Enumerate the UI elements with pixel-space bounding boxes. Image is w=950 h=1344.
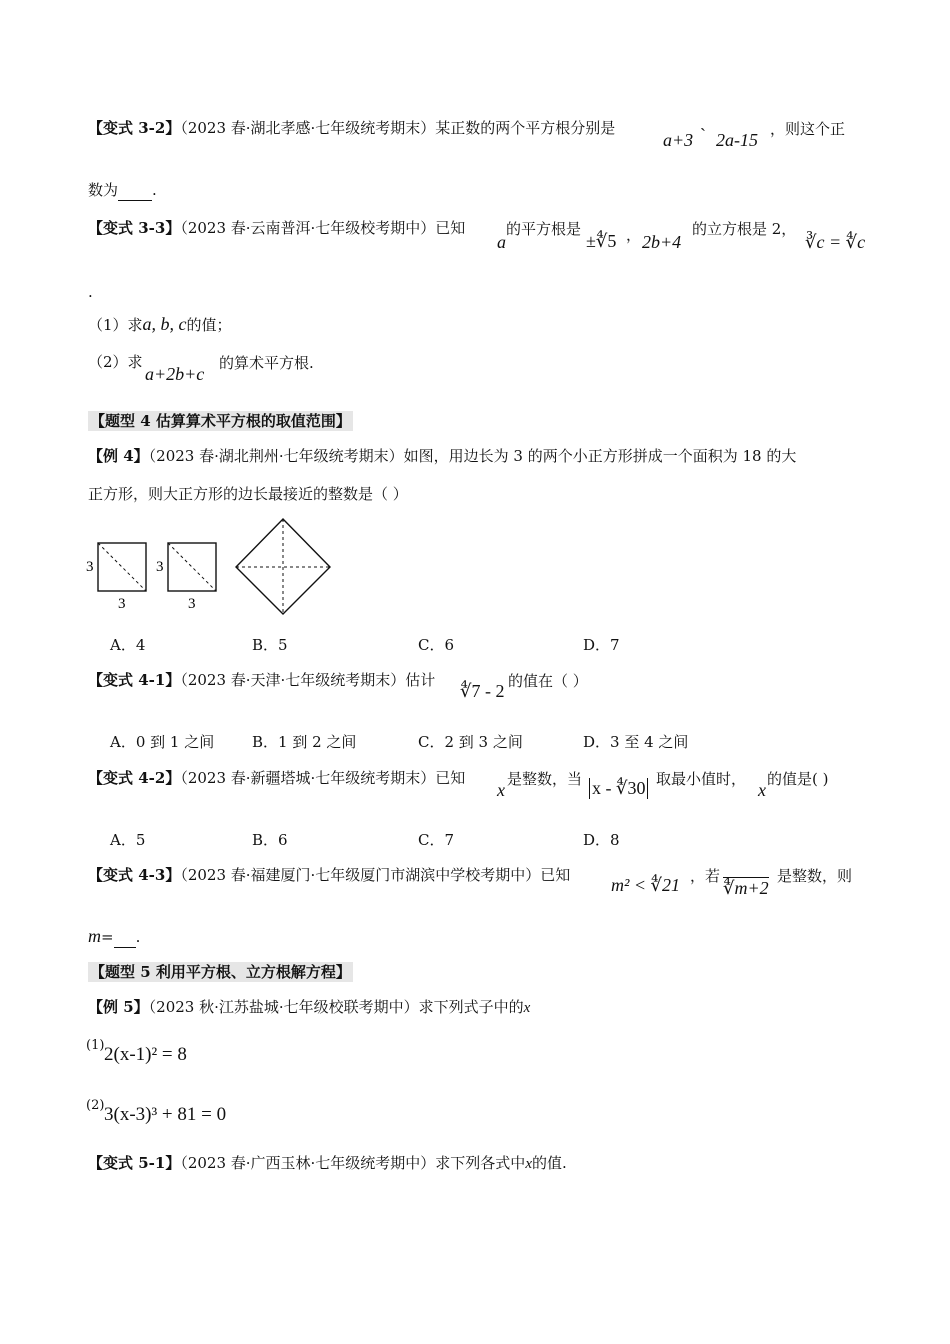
equation-1-number: (1) <box>86 1038 105 1053</box>
variant-label: 【变式 4-1】 <box>88 671 181 689</box>
q2-prefix: （2）求 <box>88 353 143 371</box>
question-1 <box>88 314 232 335</box>
section-heading: 【题型 4 估算算术平方根的取值范围】 <box>90 412 351 430</box>
label-side-2: 3 <box>156 559 164 575</box>
example-5 <box>88 997 530 1018</box>
math-cbrt-equation: ∛c = ∜c <box>805 232 866 252</box>
text-if: ，若 <box>690 867 721 885</box>
math-expr-a-plus-3: a+3 <box>663 130 694 150</box>
variant-3-2-line2 <box>88 180 157 201</box>
label-side-1: 3 <box>86 559 94 575</box>
variant-tail: ，则这个正 <box>770 120 846 138</box>
variant-label: 【变式 4-3】 <box>88 866 181 884</box>
math-2b-plus-4: 2b+4 <box>642 232 682 252</box>
q2-expr: a+2b+c <box>145 364 205 384</box>
period-line: . <box>88 283 93 301</box>
option-b[interactable]: B．5 <box>252 636 288 654</box>
option-d[interactable]: D．3 至 4 之间 <box>583 733 689 751</box>
equals: = <box>101 928 114 946</box>
option-c[interactable]: C．2 到 3 之间 <box>418 733 523 751</box>
variant-source: （2023 春·云南普洱·七年级校考期中）已知 <box>180 219 466 237</box>
example-label: 【例 4】 <box>88 447 149 465</box>
var-x: x <box>525 1156 532 1172</box>
variant-source: （2023 春·天津·七年级统考期末）估计 <box>180 671 436 689</box>
q1-vars: a, b, c <box>142 314 187 334</box>
equation-2-number: (2) <box>86 1098 105 1113</box>
period: . <box>152 181 157 199</box>
text-is-integer: 是整数，当 <box>507 770 583 788</box>
math-inequality: m² < ∜21 <box>611 875 681 895</box>
variant-3-3-line1 <box>88 218 465 238</box>
option-a[interactable]: A．0 到 1 之间 <box>110 733 215 751</box>
var-x: x <box>523 1000 531 1016</box>
answer-prefix: 数为 <box>88 181 119 199</box>
period: . <box>135 928 141 946</box>
math-root-m-plus-2: ∜m+2 <box>723 878 769 898</box>
example-4-line1 <box>88 446 796 466</box>
variant-4-1 <box>88 670 435 690</box>
separator-mark: ` <box>700 125 706 145</box>
section-title-type4 <box>88 411 353 431</box>
variant-4-3-line2 <box>88 926 140 948</box>
section-heading: 【题型 5 利用平方根、立方根解方程】 <box>90 963 351 981</box>
small-square-1 <box>98 543 146 591</box>
var-x: x <box>497 780 505 800</box>
answer-blank[interactable] <box>118 180 152 201</box>
variant-source: （2023 春·福建厦门·七年级厦门市湖滨中学校考期中）已知 <box>180 866 571 884</box>
math-root7-minus-2: ∜7 - 2 <box>460 681 505 701</box>
option-a[interactable]: A．5 <box>110 831 146 849</box>
q1-suffix: 的值； <box>186 316 232 334</box>
option-a[interactable]: A．4 <box>110 636 146 654</box>
variant-4-3 <box>88 865 570 885</box>
option-d[interactable]: D．7 <box>583 636 620 654</box>
comma: ， <box>626 226 642 244</box>
variant-4-2 <box>88 768 465 788</box>
example-text: （2023 春·湖北荆州·七年级统考期末）如图，用边长为 3 的两个小正方形拼成一个面积为 18 的大 <box>148 447 797 465</box>
text-square-root-is: 的平方根是 <box>506 220 582 238</box>
question-2 <box>88 352 143 372</box>
squares-figure <box>84 515 344 615</box>
example-4-line2: 正方形，则大正方形的边长最接近的整数是（ ） <box>88 485 408 503</box>
var-m: m <box>88 926 101 946</box>
math-abs-expr: x - ∜30 <box>589 778 648 799</box>
variant-5-1 <box>88 1153 567 1174</box>
option-c[interactable]: C．6 <box>418 636 455 654</box>
math-pm-root5: ±∜5 <box>586 231 617 251</box>
variant-tail: 的值在（ ） <box>508 672 588 690</box>
variant-source: （2023 春·新疆塔城·七年级统考期末）已知 <box>180 769 466 787</box>
var-x-2: x <box>758 780 766 800</box>
q1-prefix: （1）求 <box>88 316 143 334</box>
variant-tail: 的值是( ) <box>767 770 829 788</box>
answer-blank[interactable] <box>114 927 136 948</box>
variant-tail: 的值. <box>531 1154 567 1172</box>
label-bottom-2: 3 <box>188 596 196 612</box>
variant-3-2-line1 <box>88 118 615 138</box>
variant-tail: 是整数，则 <box>777 867 853 885</box>
small-square-2 <box>168 543 216 591</box>
option-b[interactable]: B．6 <box>252 831 288 849</box>
q2-suffix: 的算术平方根. <box>219 354 314 372</box>
var-a: a <box>497 232 506 252</box>
variant-source: （2023 春·广西玉林·七年级统考期中）求下列各式中 <box>180 1154 526 1172</box>
variant-label: 【变式 4-2】 <box>88 769 181 787</box>
large-square-diamond <box>236 519 330 614</box>
equation-2: 3(x-3)³ + 81 = 0 <box>104 1104 227 1125</box>
label-bottom-1: 3 <box>118 596 126 612</box>
equation-1: 2(x-1)² = 8 <box>104 1044 187 1065</box>
variant-label: 【变式 3-2】 <box>88 119 181 137</box>
math-expr-2a-minus-15: 2a-15 <box>716 130 758 150</box>
example-text: （2023 秋·江苏盐城·七年级校联考期中）求下列式子中的 <box>148 998 524 1016</box>
example-label: 【例 5】 <box>88 998 149 1016</box>
option-c[interactable]: C．7 <box>418 831 455 849</box>
text-min-value: 取最小值时， <box>656 770 747 788</box>
section-title-type5 <box>88 962 353 982</box>
text-cube-root-is: 的立方根是 2， <box>692 220 797 238</box>
variant-label: 【变式 5-1】 <box>88 1154 181 1172</box>
variant-source: （2023 春·湖北孝感·七年级统考期末）某正数的两个平方根分别是 <box>180 119 616 137</box>
option-b[interactable]: B．1 到 2 之间 <box>252 733 357 751</box>
option-d[interactable]: D．8 <box>583 831 620 849</box>
variant-label: 【变式 3-3】 <box>88 219 181 237</box>
